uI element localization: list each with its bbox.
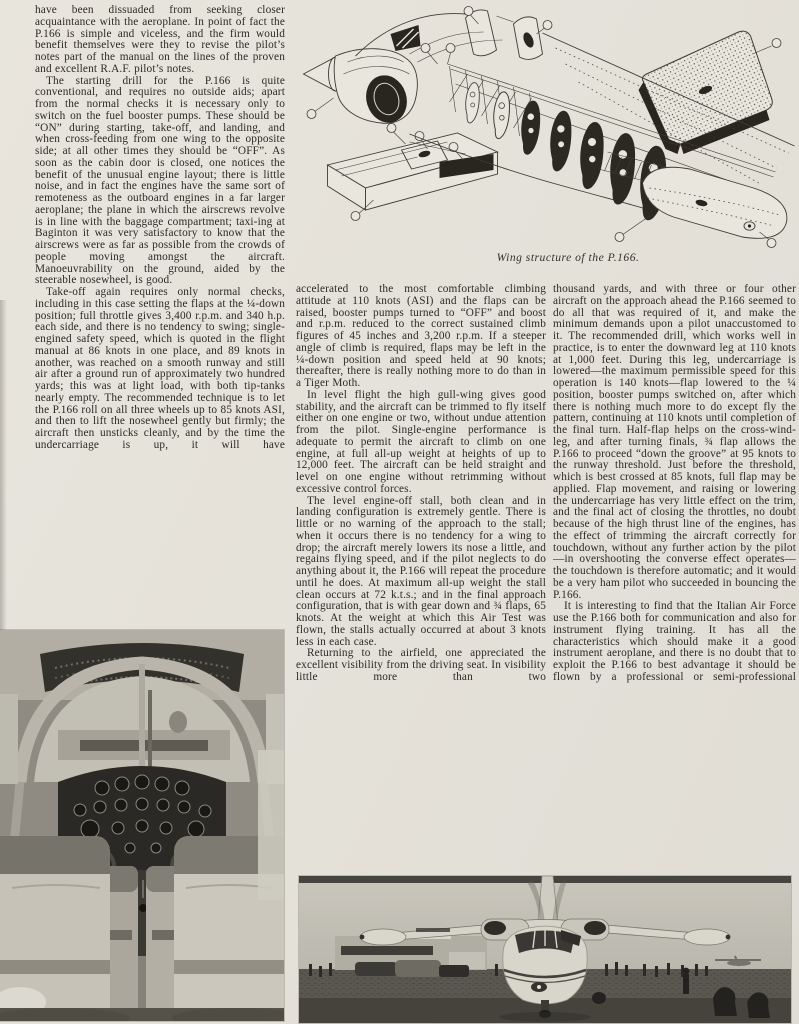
wing-lettering <box>416 928 450 932</box>
paragraph: Returning to the airfield, one appreciated the excellent visibility from the driving seat. In visibility little more than two <box>296 647 546 683</box>
flap-section-detail <box>328 124 498 221</box>
paragraph: The starting drill for the P.166 is quite conventional, and requires no outside aids; apart from the normal checks it is necessary only to switch on the fuel booster pumps. These should be “ON” during starting, take-off, and landing, and when cross-feeding from one wing to the opposite side; at all other times they should be “OFF”. As soon as the cabin door is closed, one notices the benefit of the unusual engine layout; there is little noise, and in fact the engines have the same sort of remoteness as the outboard engines in a far larger aeroplane; the plane in which the airscrews revolve is in line with the baggage compartment; taxi-ing at Baginton it was very satisfactory to know that the airscrews were as far as possible from the crowds of people moving amongst the aircraft. Manoeuvrability on the ground, aided by the steerable nosewheel, is good. <box>35 74 285 287</box>
paragraph: It is interesting to find that the Italian Air Force use the P.166 both for communication and also for instrument flying training. It has all the characteristics which should make it a good instrument aeroplane, and there is no doubt that to exploit the P.166 to best advantage it should be flown by a professional or semi-professional <box>553 600 796 683</box>
aircraft-ground-photo <box>299 876 791 1023</box>
paragraph: accelerated to the most comfortable climbing attitude at 110 knots (ASI) and the flaps can be raised, booster pumps turned to “OFF” and boost and r.p.m. reduced to the correct sustained climb figures of 45 inches and 3,200 r.p.m. If a steeper angle of climb is required, flaps may be left in the ¼-down position and speed held at 90 knots; thereafter, there is really nothing more to do than in a Tiger Moth. <box>296 283 546 389</box>
ground-photo-image <box>299 876 791 1023</box>
paragraph: The level engine-off stall, both clean and in landing configuration is extremely gentle. There is little or no warning of the approach to the stall; when it occurs there is no tendency for a wing to drop; the aircraft merely lowers its nose a little, and regains flying speed, and if the pilot neglects to do anything about it, the P.166 will repeat the procedure until he does. At maximum all-up weight the stall clean occurs at 72 k.t.s.; and in the final approach configuration, that is with gear down and ¾ flaps, 65 knots. At the weight at which this Air Test was flown, the stalls actually occurred at about 3 knots less in each case. <box>296 494 546 648</box>
wing-cutaway-drawing <box>296 2 799 248</box>
fuselage-nose <box>503 926 587 1004</box>
scan-edge-shadow <box>0 300 7 630</box>
paragraph: In level flight the high gull-wing gives good stability, and the aircraft can be trimmed to fly itself either on one engine or two, without undue attention from the pilot. Single-engine performance is adequate to permit the aircraft to climb on one engine, at full all-up weight at heights of up to 12,000 feet. The aircraft can be held straight and level on one engine without retrimming without excessive control forces. <box>296 388 546 495</box>
left-text-column <box>35 5 285 452</box>
right-text-column <box>553 284 796 684</box>
cockpit-photo-image <box>0 630 284 1021</box>
paragraph: Take-off again requires only normal checks, including in this case setting the flaps at the ¼-down position; full throttle gives 3,400 r.p.m. and 340 h.p. each side, and there is no tendency to swing; single-engined safety speed, which is quoted in the flight manual at 86 knots in one place, and 89 knots in another, was reached on a smooth runway and still air after a ground run of approximately two hundred yards; this was at light load, with both tip-tanks nearly empty. The recommended technique is to let the P.166 roll on all three wheels up to 85 knots ASI, and then to lift the nosewheel gently but firmly; the aircraft then unsticks cleanly, and by the time the undercarriage is up, it will have <box>35 286 285 451</box>
middle-text-column <box>296 284 546 684</box>
paragraph: thousand yards, and with three or four other aircraft on the approach ahead the P.166 seemed to do all that was required of it, and make the minimum demands upon a pilot unaccustomed to it. The recommended drill, which works well in practice, is to enter the downward leg at 110 knots at 1,000 feet. During this leg, undercarriage is lowered—the maximum permissible speed for this operation is 140 knots—flap lowered to the ¼ position, booster pumps switched on, after which there is nothing much more to do except fly the pattern, continuing at 110 knots until completion of the final turn. Half-flap helps on the cross-wind-leg, and after turning finals, ¾ flap allows the P.166 to proceed “down the groove” at 95 knots to the runway threshold. Just before the threshold, which is best crossed at 85 knots, full flap may be applied. Flap movement, and raising or lowering the undercarriage has very little effect on the trim, and the final act of closing the throttles, no doubt because of the high thrust line of the engines, has the effect of trimming the aircraft correctly for touchdown, without any further action by the pilot—in overshooting the converse effect operates—the touchdown is therefore automatic; and it would be a very ham pilot who succeeded in bouncing the P.166. <box>553 283 796 601</box>
paragraph: have been dissuaded from seeking closer acquaintance with the aeroplane. In point of fact the P.166 is simple and viceless, and the firm would benefit themselves were they to revise the pilot’s notes part of the manual on the lines of the proven and excellent R.A.F. pilot’s notes. <box>35 4 285 75</box>
wing-figure-caption: Wing structure of the P.166. <box>496 251 640 264</box>
cockpit-photo <box>0 630 284 1021</box>
skin-panel-detail <box>639 31 782 154</box>
engine-nacelle <box>304 49 418 128</box>
wing-structure-figure <box>296 2 799 248</box>
